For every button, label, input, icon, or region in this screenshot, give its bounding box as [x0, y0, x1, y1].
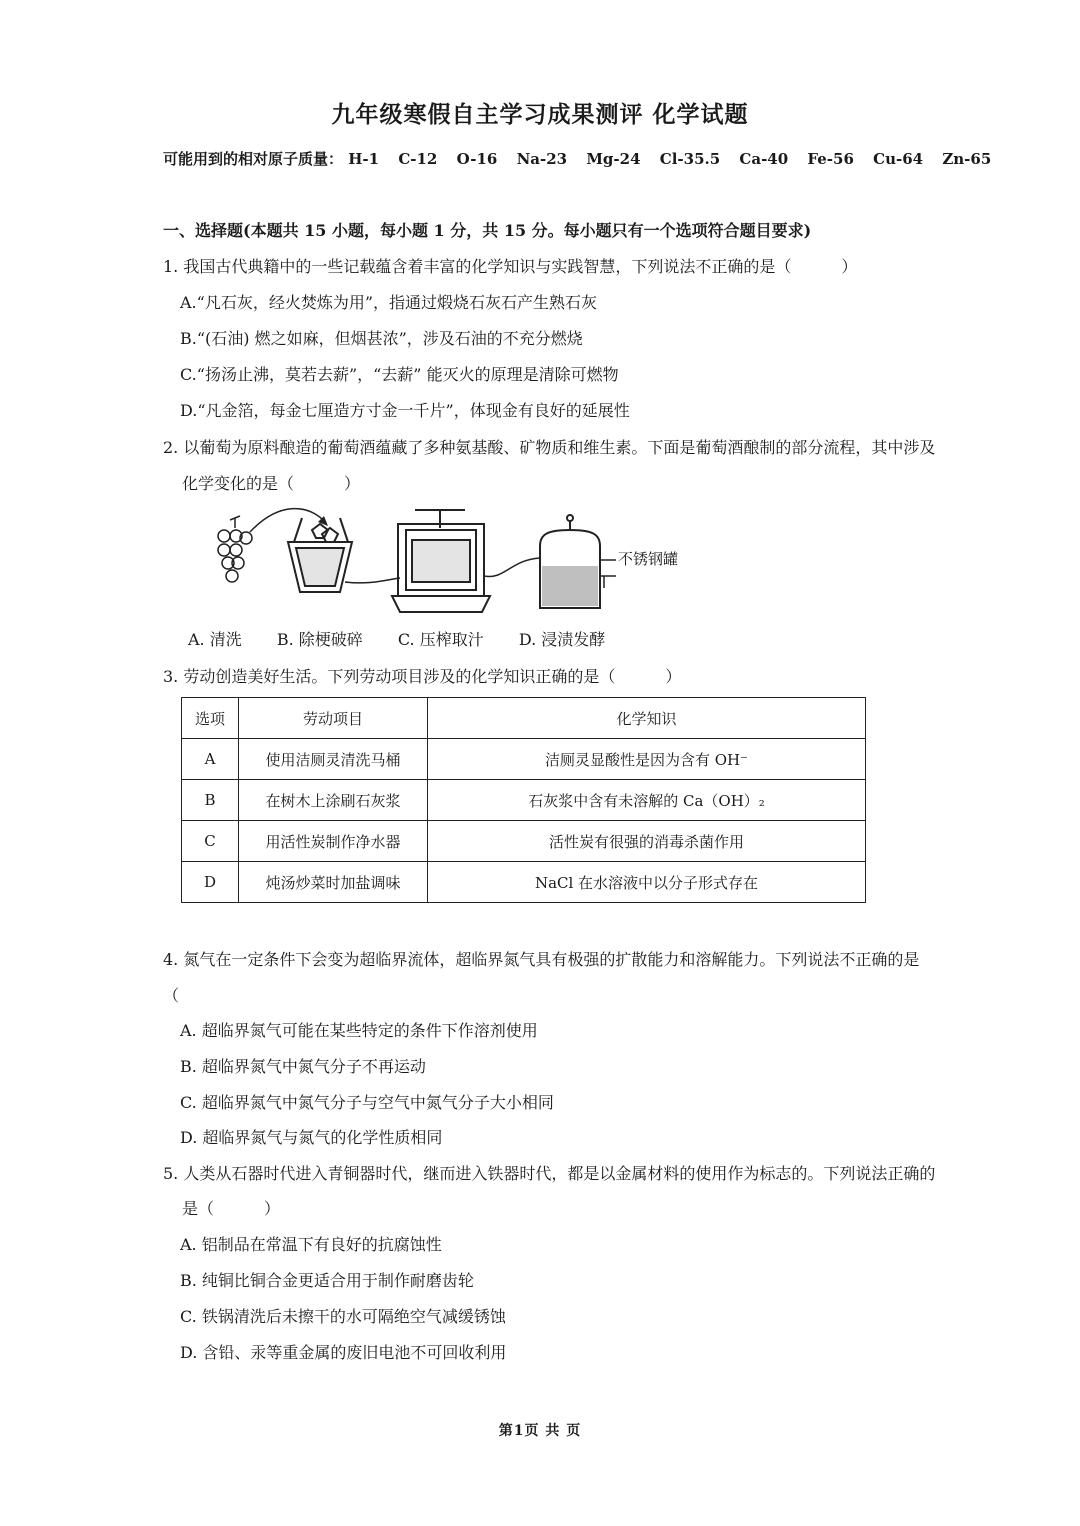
q5-option-c: C. 铁锅清洗后未擦干的水可隔绝空气减缓锈蚀	[180, 1307, 506, 1326]
table-row	[182, 862, 866, 903]
mass-item: Mg-24	[586, 150, 641, 168]
question-3-stem: 3. 劳动创造美好生活。下列劳动项目涉及的化学知识正确的是（ ）	[163, 667, 682, 686]
q4-option-d: D. 超临界氮气与氮气的化学性质相同	[180, 1128, 443, 1147]
wine-process-diagram	[210, 500, 710, 620]
q4-option-c: C. 超临界氮气中氮气分子与空气中氮气分子大小相同	[180, 1093, 554, 1112]
q4-option-a: A. 超临界氮气可能在某些特定的条件下作溶剂使用	[180, 1021, 538, 1040]
table-header: 选项	[182, 698, 239, 739]
question-5-stem: 5. 人类从石器时代进入青铜器时代，继而进入铁器时代，都是以金属材料的使用作为标志的。下列说法正确的	[163, 1164, 936, 1183]
table-cell: C	[182, 821, 239, 862]
atomic-masses-label: 可能用到的相对原子质量：	[163, 150, 344, 168]
press-icon	[392, 510, 490, 612]
mass-item: Ca-40	[739, 150, 789, 168]
table-cell: A	[182, 739, 239, 780]
destemmer-icon	[288, 518, 352, 592]
q2-option-c: C. 压榨取汁	[397, 630, 484, 649]
q5-option-d: D. 含铅、汞等重金属的废旧电池不可回收利用	[180, 1343, 507, 1362]
q5-option-b: B. 纯铜比铜合金更适合用于制作耐磨齿轮	[180, 1271, 474, 1290]
table-cell: 石灰浆中含有未溶解的 Ca（OH）₂	[428, 780, 866, 821]
q1-option-c: C.“扬汤止沸，莫若去薪”，“去薪” 能灭火的原理是清除可燃物	[180, 365, 619, 384]
table-cell: 洁厕灵显酸性是因为含有 OH⁻	[428, 739, 866, 780]
q5-option-a: A. 铝制品在常温下有良好的抗腐蚀性	[180, 1235, 442, 1254]
mass-item: H-1	[348, 150, 380, 168]
mass-item: O-16	[456, 150, 498, 168]
question-4-stem: 4. 氮气在一定条件下会变为超临界流体，超临界氮气具有极强的扩散能力和溶解能力。下列说法不正确的是	[163, 950, 920, 969]
q2-options	[188, 627, 635, 650]
q3-table	[181, 697, 866, 903]
q4-option-b: B. 超临界氮气中氮气分子不再运动	[180, 1057, 426, 1076]
exam-title: 九年级寒假自主学习成果测评 化学试题	[331, 102, 749, 128]
mass-item: Fe-56	[807, 150, 854, 168]
table-cell: NaCl 在水溶液中以分子形式存在	[428, 862, 866, 903]
table-cell: 在树木上涂刷石灰浆	[239, 780, 428, 821]
question-4-paren: （	[163, 986, 180, 1005]
page-footer: 第1页 共 页	[498, 1423, 582, 1439]
table-row	[182, 780, 866, 821]
mass-item: Zn-65	[942, 150, 992, 168]
q2-option-a: A. 清洗	[188, 630, 242, 649]
table-header-row	[182, 698, 866, 739]
table-cell: 活性炭有很强的消毒杀菌作用	[428, 821, 866, 862]
table-header: 劳动项目	[239, 698, 428, 739]
q1-option-d: D.“凡金箔，每金七厘造方寸金一千片”，体现金有良好的延展性	[180, 401, 630, 420]
fermentation-tank-icon	[540, 515, 616, 608]
question-2-stem: 2. 以葡萄为原料酿造的葡萄酒蕴藏了多种氨基酸、矿物质和维生素。下面是葡萄酒酿制的部分流程，其中涉及	[163, 438, 936, 457]
q2-option-d: D. 浸渍发酵	[518, 630, 606, 649]
table-row	[182, 821, 866, 862]
table-cell: 炖汤炒菜时加盐调味	[239, 862, 428, 903]
mass-item: Na-23	[516, 150, 568, 168]
mass-item: Cu-64	[873, 150, 924, 168]
table-cell: 用活性炭制作净水器	[239, 821, 428, 862]
table-row	[182, 739, 866, 780]
grapes-icon	[218, 516, 252, 582]
table-cell: B	[182, 780, 239, 821]
section-heading: 一、选择题(本题共 15 小题，每小题 1 分，共 15 分。每小题只有一个选项符合题目要求)	[163, 221, 812, 240]
mass-item: C-12	[398, 150, 438, 168]
question-5-stem-cont: 是（ ）	[182, 1199, 281, 1218]
atomic-masses	[163, 148, 1005, 169]
q2-option-b: B. 除梗破碎	[276, 630, 363, 649]
table-cell: D	[182, 862, 239, 903]
mass-item: Cl-35.5	[659, 150, 721, 168]
table-cell: 使用洁厕灵清洗马桶	[239, 739, 428, 780]
tank-label: 不锈钢罐	[618, 550, 679, 568]
question-2-stem-cont: 化学变化的是（ ）	[182, 474, 361, 493]
question-1-stem: 1. 我国古代典籍中的一些记载蕴含着丰富的化学知识与实践智慧，下列说法不正确的是（ ）	[163, 257, 858, 276]
q1-option-a: A.“凡石灰，经火焚炼为用”，指通过煅烧石灰石产生熟石灰	[180, 293, 598, 312]
table-header: 化学知识	[428, 698, 866, 739]
q1-option-b: B.“(石油) 燃之如麻，但烟甚浓”，涉及石油的不充分燃烧	[180, 329, 583, 348]
